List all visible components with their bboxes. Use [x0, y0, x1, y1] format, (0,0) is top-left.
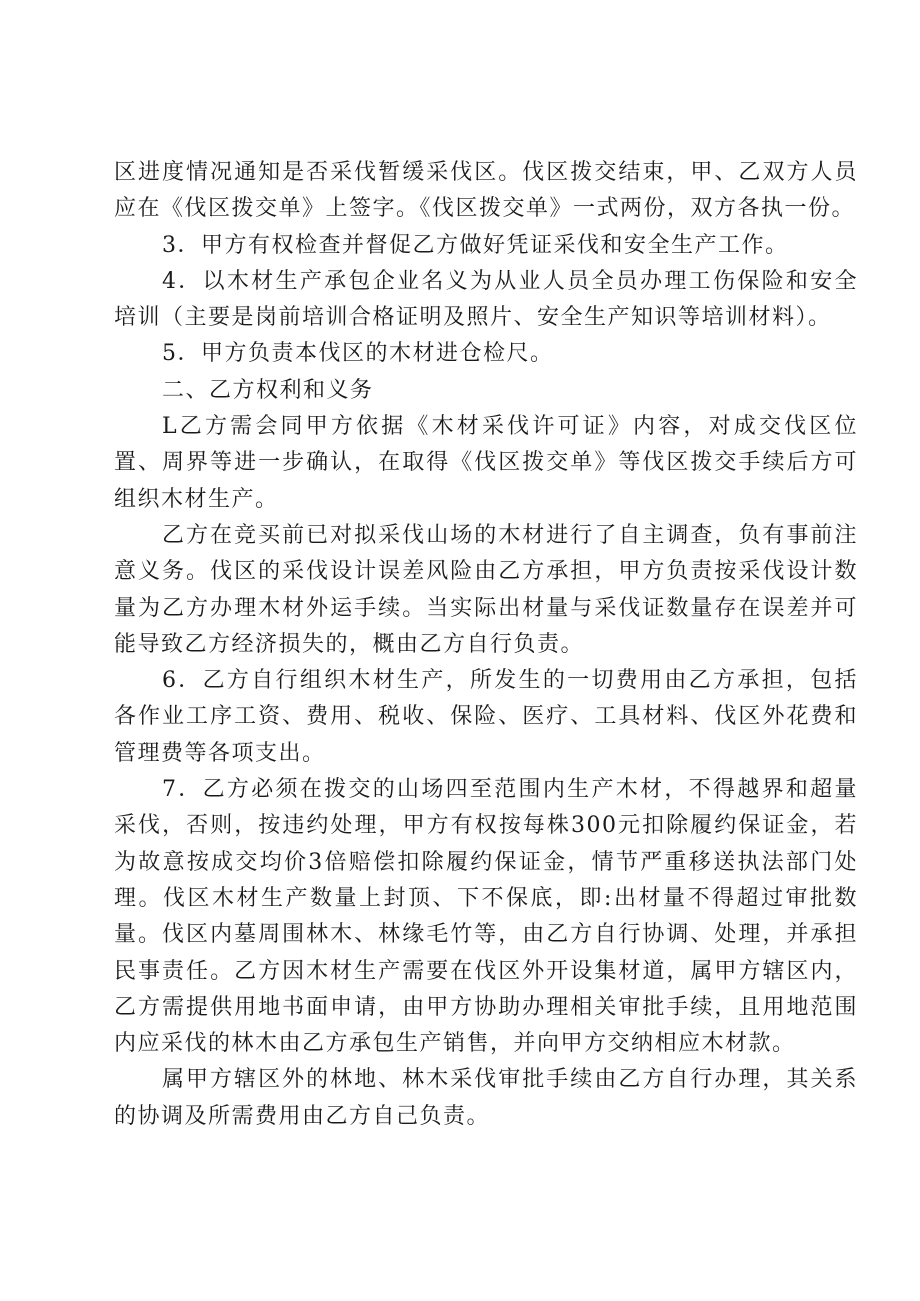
body-text: [114, 155, 858, 1135]
paragraph-item-3: 3．甲方有权检查并督促乙方做好凭证采伐和安全生产工作。: [162, 232, 789, 258]
paragraph-item-4: 4．以木材生产承包企业名义为从业人员全员办理工伤保险和安全培训（主要是岗前培训合格证明及照片、安全生产知识等培训材料）。: [114, 268, 858, 331]
paragraph-item-5: 5．甲方负责本伐区的木材进仓检尺。: [162, 341, 554, 367]
paragraph-outside-jurisdiction: 属甲方辖区外的林地、林木采伐审批手续由乙方自行办理，其关系的协调及所需费用由乙方自己负责。: [114, 1067, 858, 1129]
paragraph-item-b1: L乙方需会同甲方依据《木材采伐许可证》内容，对成交伐区位置、周界等进一步确认，在取得《伐区拨交单》等伐区拨交手续后方可组织木材生产。: [114, 414, 858, 512]
paragraph-item-6: 6．乙方自行组织木材生产，所发生的一切费用由乙方承担，包括各作业工序工资、费用、税收、保险、医疗、工具材料、伐区外花费和管理费等各项支出。: [114, 668, 858, 766]
paragraph-survey-duty: 乙方在竞买前已对拟采伐山场的木材进行了自主调查，负有事前注意义务。伐区的采伐设计误差风险由乙方承担，甲方负责按采伐设计数量为乙方办理木材外运手续。当实际出材量与采伐证数量存在误差并可能导致乙方经济损失的，概由乙方自行负责。: [114, 522, 858, 657]
paragraph-item-7: 7．乙方必须在拨交的山场四至范围内生产木材，不得越界和超量采伐，否则，按违约处理，甲方有权按每株300元扣除履约保证金，若为故意按成交均价3倍赔偿扣除履约保证金，情节严重移送执法部门处理。伐区木材生产数量上封顶、下不保底，即:出材量不得超过审批数量。伐区内墓周围林木、林缘毛竹等，由乙方自行协调、处理，并承担民事责任。乙方因木材生产需要在伐区外开设集材道，属甲方辖区内，乙方需提供用地书面申请，由甲方协助办理相关审批手续，且用地范围内应采伐的林木由乙方承包生产销售，并向甲方交纳相应木材款。: [114, 777, 858, 1057]
paragraph-continuation: 区进度情况通知是否采伐暂缓采伐区。伐区拨交结束，甲、乙双方人员应在《伐区拨交单》上签字。《伐区拨交单》一式两份，双方各执一份。: [114, 160, 858, 222]
section-heading-party-b: 二、乙方权利和义务: [162, 377, 374, 403]
